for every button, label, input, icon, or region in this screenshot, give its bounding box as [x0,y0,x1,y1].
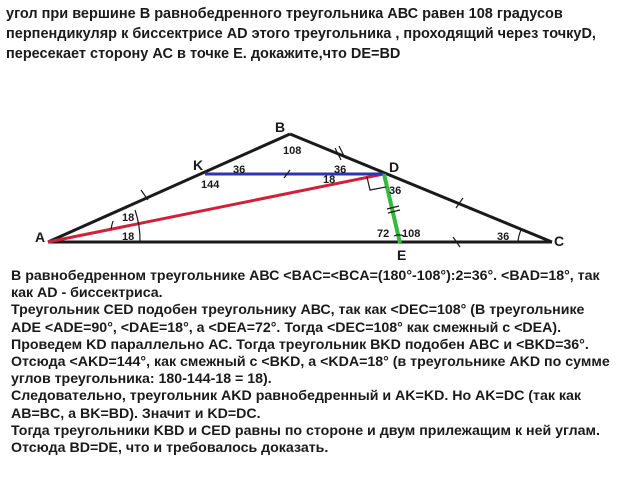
angle-label-e-left: 72 [377,228,390,240]
solution-line-2: как AD - биссектриса. [11,285,163,302]
vertex-a: A [35,229,46,245]
angle-label-c: 36 [497,231,510,243]
solution-line-7: углов треугольника: 180-144-18 = 18). [11,371,272,388]
problem-line-1: угол при вершине В равнобедренного треугольника АВС равен 108 градусов [6,6,563,22]
vertex-e: E [397,247,407,263]
angle-label-k-interior: 144 [201,179,220,191]
angle-label-b: 108 [283,145,302,157]
angle-label-kd-mid: 36 [334,164,347,176]
angle-label-a-upper: 18 [122,212,135,224]
vertex-b: B [275,119,286,135]
solution-text [11,268,616,457]
problem-line-3: пересекает сторону АС в точке Е. докажите,что DE=BD [6,46,401,62]
vertex-c: C [554,233,565,249]
angle-label-kb: 36 [233,164,246,176]
solution-line-6: Отсюда <AKD=144°, как смежный с <BKD, а <KDA=18° (в треугольнике AKD по сумме [11,354,610,371]
vertex-d: D [389,159,400,175]
angle-label-e-right: 108 [402,228,421,240]
solution-line-4: ADE <ADE=90°, <DAE=18°, а <DEA=72°. Тогда <DEC=108° как смежный с <DEA). [11,319,562,336]
problem-line-2: перпендикуляр к биссектрисе AD этого треугольника , проходящий через точкуD, [6,26,596,42]
side-bc [290,134,552,242]
solution-line-9: AB=BC, а BK=BD). Значит и KD=DC. [11,405,261,422]
vertex-k: K [193,157,204,173]
angle-arc-a [135,210,140,242]
angle-label-a-lower: 18 [122,231,135,243]
solution-line-11: Отсюда BD=DE, что и требовалось доказать. [11,440,329,457]
side-ab [48,134,290,242]
solution-line-10: Тогда треугольники KBD и CED равны по стороне и двум прилежащим к ней углам. [11,422,600,439]
solution-line-1: В равнобедренном треугольнике АВС <BAC=<BCA=(180°-108°):2=36°. <BAD=18°, так [11,268,600,284]
solution-line-8: Следовательно, треугольник AKD равнобедренный и AK=KD. Но AK=DC (так как [11,388,581,405]
angle-label-d-right: 36 [389,185,402,197]
solution-line-5: Проведем KD параллельно АС. Тогда треугольник BKD подобен ABC и <BKD=36°. [11,336,589,353]
solution-line-3: Треугольник CED подобен треугольнику АВС, так как <DEC=108° (В треугольнике [11,302,585,319]
angle-label-d-small: 18 [323,174,336,186]
angle-arc-c [518,230,521,242]
